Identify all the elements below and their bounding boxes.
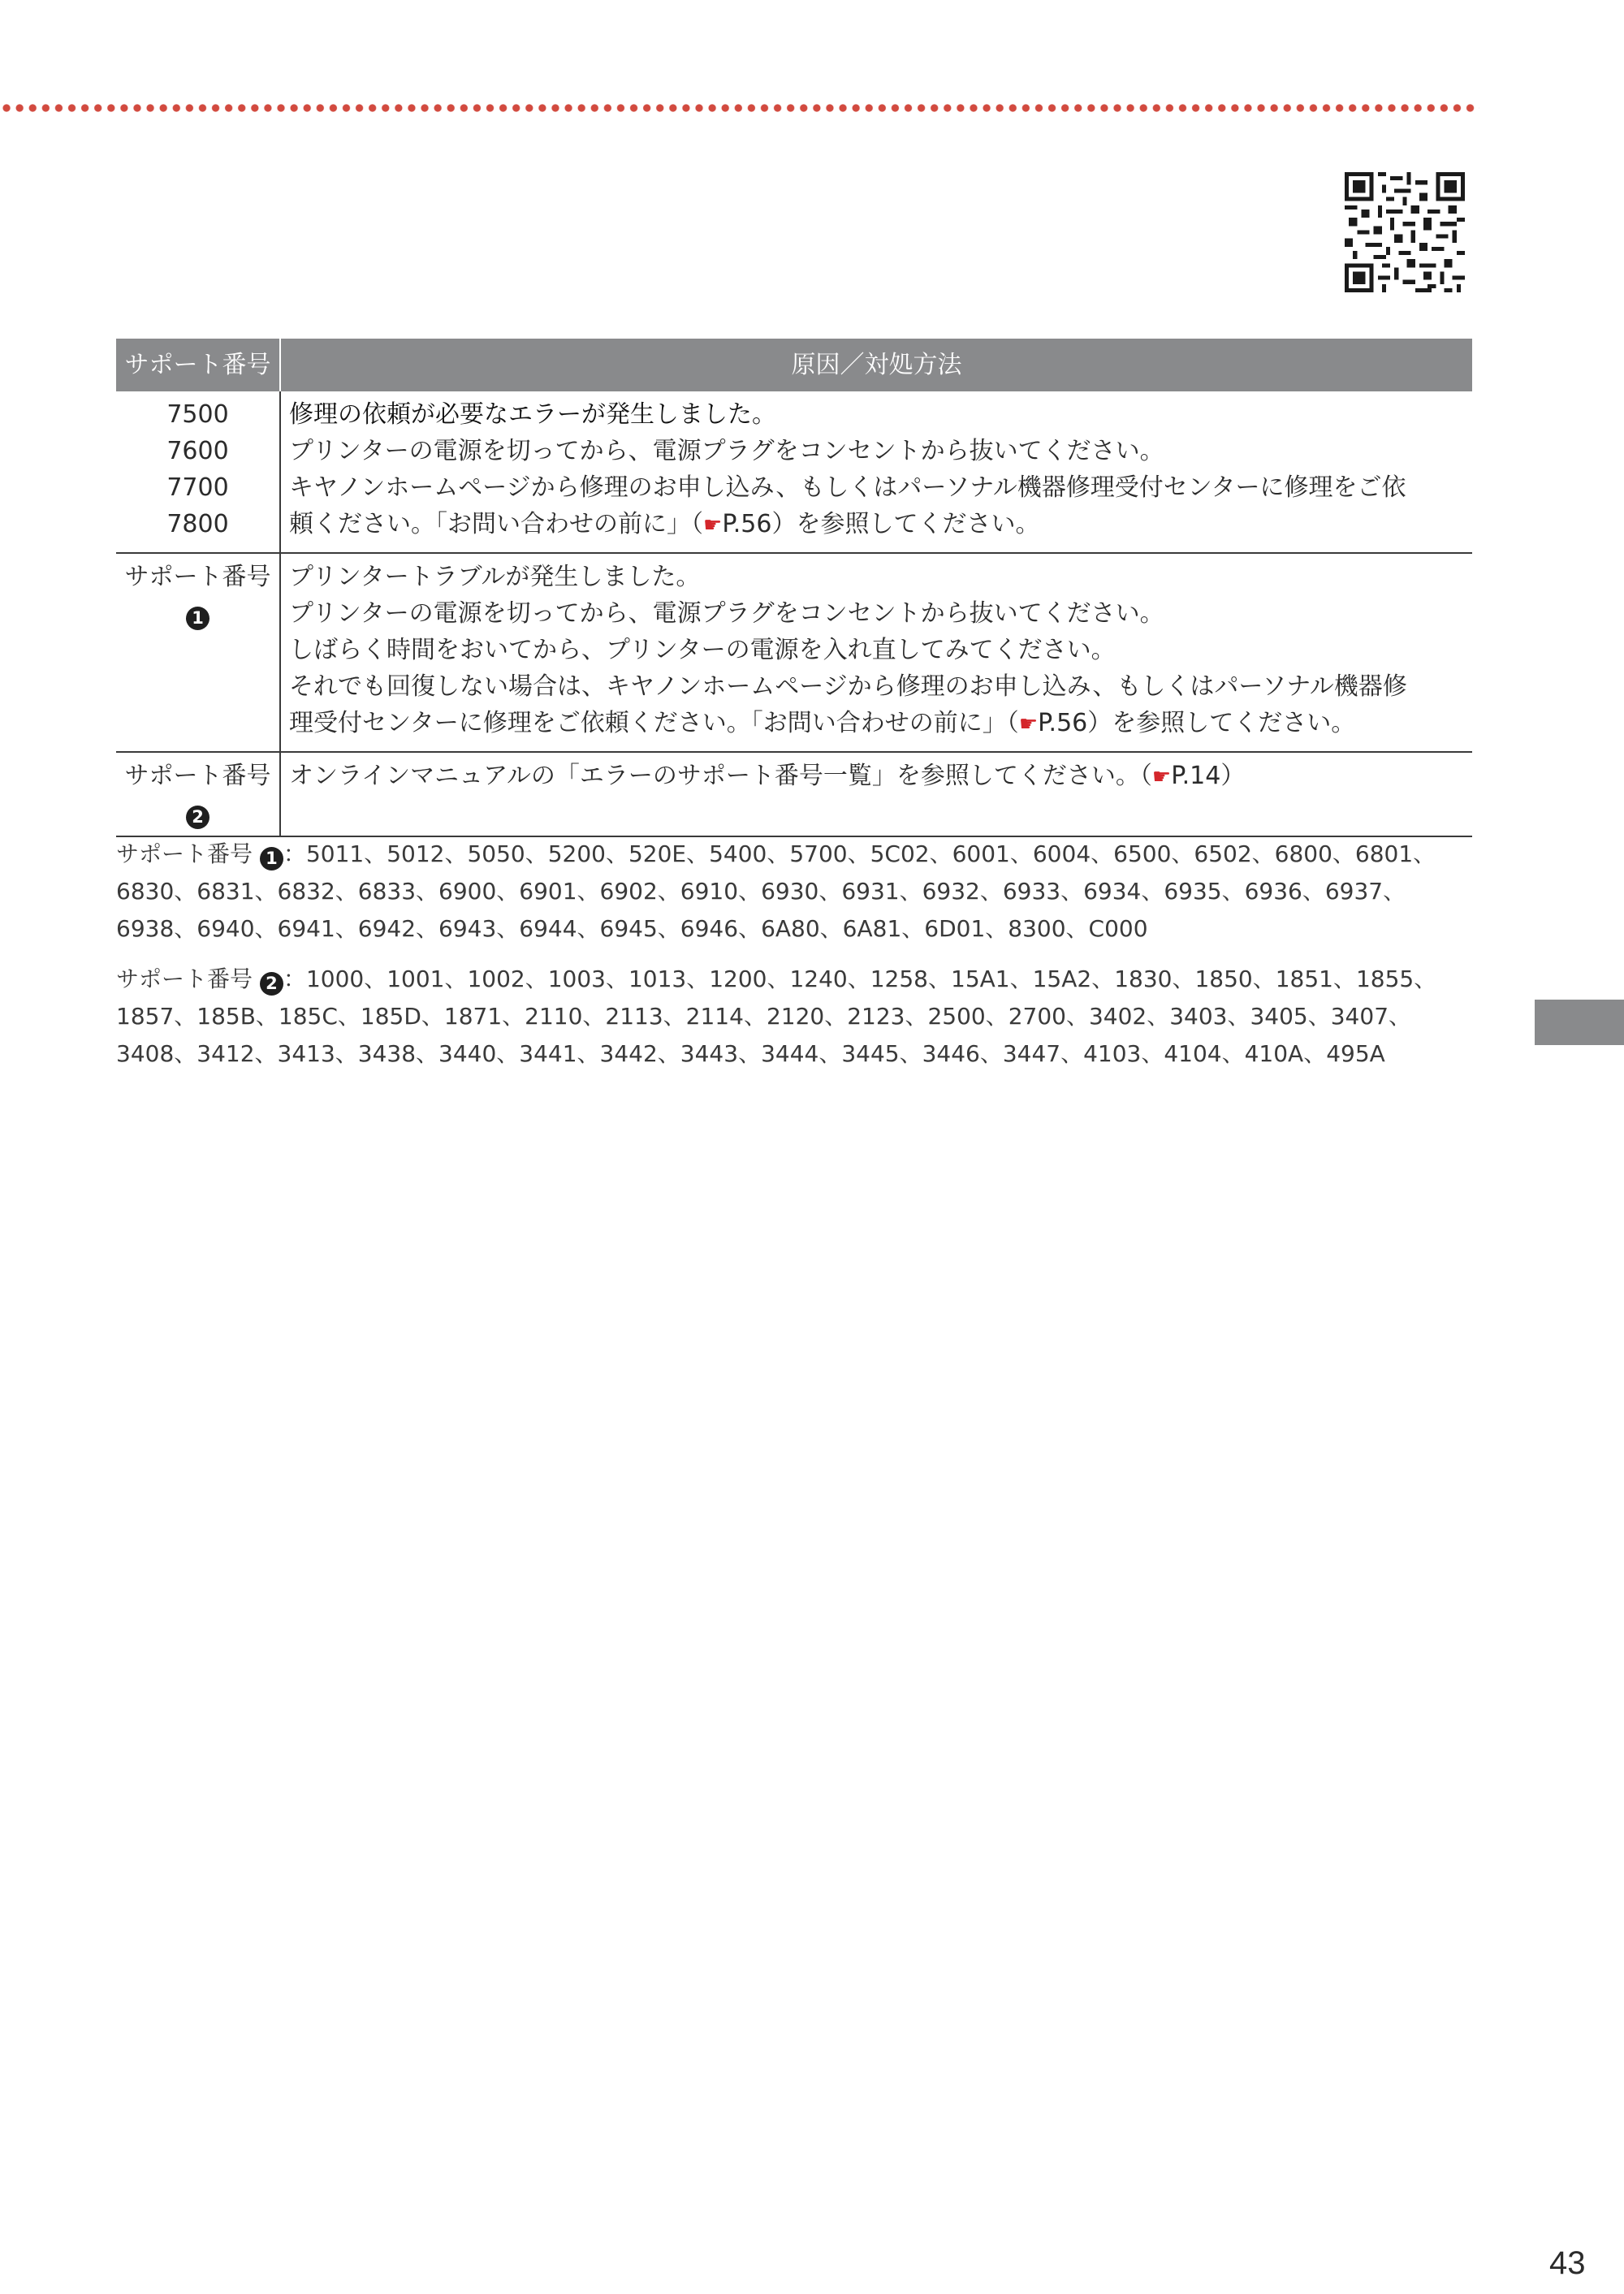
- page-reference-link[interactable]: P.56: [722, 510, 772, 538]
- remedy-line: プリンターの電源を切ってから、電源プラグをコンセントから抜いてください。: [289, 599, 1164, 628]
- table-row: [116, 553, 1472, 752]
- circled-number-2-icon: 2: [186, 806, 209, 829]
- remedy-cell: [280, 752, 1472, 836]
- code-cell: [116, 752, 280, 836]
- code-cell: [116, 553, 280, 752]
- note-line: [116, 961, 1480, 998]
- remedy-line: プリンタートラブルが発生しました。: [289, 563, 701, 591]
- remedy-text: オンラインマニュアルの「エラーのサポート番号一覧」を参照してください。（: [289, 762, 1152, 790]
- support-mark-wrap: [116, 595, 279, 632]
- remedy-text: ）を参照してください。: [1087, 709, 1356, 737]
- section-thumb-tab: [1535, 1000, 1624, 1045]
- note-codes: 5011、5012、5050、5200、520E、5400、5700、5C02、6001、6004、6500、6502、6800、6801、: [305, 840, 1436, 867]
- support-number-label: サポート番号: [124, 762, 271, 790]
- remedy-text: ）: [1220, 762, 1246, 790]
- note-codes: 6830、6831、6832、6833、6900、6901、6902、6910、6930、6931、6932、6933、6934、6935、6936、6937、: [116, 878, 1406, 905]
- page-reference-link[interactable]: P.14: [1171, 762, 1221, 790]
- note-line: [116, 836, 1480, 873]
- note-label: サポート番号: [116, 966, 253, 992]
- header-support-number: サポート番号: [116, 339, 280, 391]
- remedy-line: [289, 758, 1464, 796]
- code-cell: [116, 391, 280, 553]
- circled-number-2-icon: 2: [260, 972, 283, 996]
- note-codes: 1000、1001、1002、1003、1013、1200、1240、1258、15A1、15A2、1830、1850、1851、1855、: [305, 966, 1437, 992]
- hand-pointer-icon: ☛: [1151, 765, 1172, 789]
- remedy-cell: [280, 553, 1472, 752]
- remedy-line: しばらく時間をおいてから、プリンターの電源を入れ直してみてください。: [289, 636, 1116, 664]
- support-number-2-list: [116, 961, 1480, 1073]
- support-code-table: [116, 339, 1472, 837]
- dotted-rule: [0, 103, 1479, 113]
- remedy-text: 理受付センターに修理をご依頼ください。「お問い合わせの前に」（: [289, 709, 1019, 737]
- table-row: [116, 391, 1472, 553]
- qr-code-icon: [1345, 172, 1465, 292]
- support-number-label: サポート番号: [124, 563, 271, 591]
- note-label: サポート番号: [116, 840, 253, 867]
- support-code: 7700: [166, 473, 229, 502]
- note-codes: 3408、3412、3413、3438、3440、3441、3442、3443、3444、3445、3446、3447、4103、4104、410A、495A: [116, 1040, 1385, 1067]
- remedy-cell: [280, 391, 1472, 553]
- note-codes: 1857、185B、185C、185D、1871、2110、2113、2114、2120、2123、2500、2700、3402、3403、3405、3407、: [116, 1003, 1412, 1030]
- remedy-text: 頼ください。「お問い合わせの前に」（: [289, 510, 703, 538]
- remedy-line: プリンターの電源を切ってから、電源プラグをコンセントから抜いてください。: [289, 437, 1164, 465]
- hand-pointer-icon: ☛: [703, 513, 723, 538]
- hand-pointer-icon: ☛: [1018, 712, 1039, 737]
- note-codes: 6938、6940、6941、6942、6943、6944、6945、6946、6A80、6A81、6D01、8300、C000: [116, 915, 1148, 942]
- support-number-1-list: [116, 836, 1480, 948]
- remedy-lead: 修理の依頼が必要なエラーが発生しました。: [289, 400, 776, 429]
- remedy-line: [289, 705, 1464, 743]
- note-separator: ：: [283, 966, 306, 992]
- note-separator: ：: [283, 840, 306, 867]
- support-code: 7500: [166, 400, 229, 429]
- table-header-row: [116, 339, 1472, 391]
- support-code: 7800: [166, 510, 229, 538]
- remedy-line: [289, 506, 1464, 544]
- support-code: 7600: [166, 437, 229, 465]
- page-reference-link[interactable]: P.56: [1038, 709, 1088, 737]
- table-row: [116, 752, 1472, 836]
- remedy-line: それでも回復しない場合は、キヤノンホームページから修理のお申し込み、もしくはパーソナル機器修: [289, 672, 1407, 701]
- support-mark-wrap: [116, 794, 279, 831]
- circled-number-1-icon: 1: [260, 847, 283, 871]
- remedy-text: ）を参照してください。: [771, 510, 1040, 538]
- circled-number-1-icon: 1: [186, 607, 209, 630]
- remedy-line: キヤノンホームページから修理のお申し込み、もしくはパーソナル機器修理受付センターに修理をご依: [289, 473, 1406, 502]
- header-cause-remedy: 原因／対処方法: [280, 339, 1472, 391]
- page-number: 43: [1549, 2245, 1586, 2281]
